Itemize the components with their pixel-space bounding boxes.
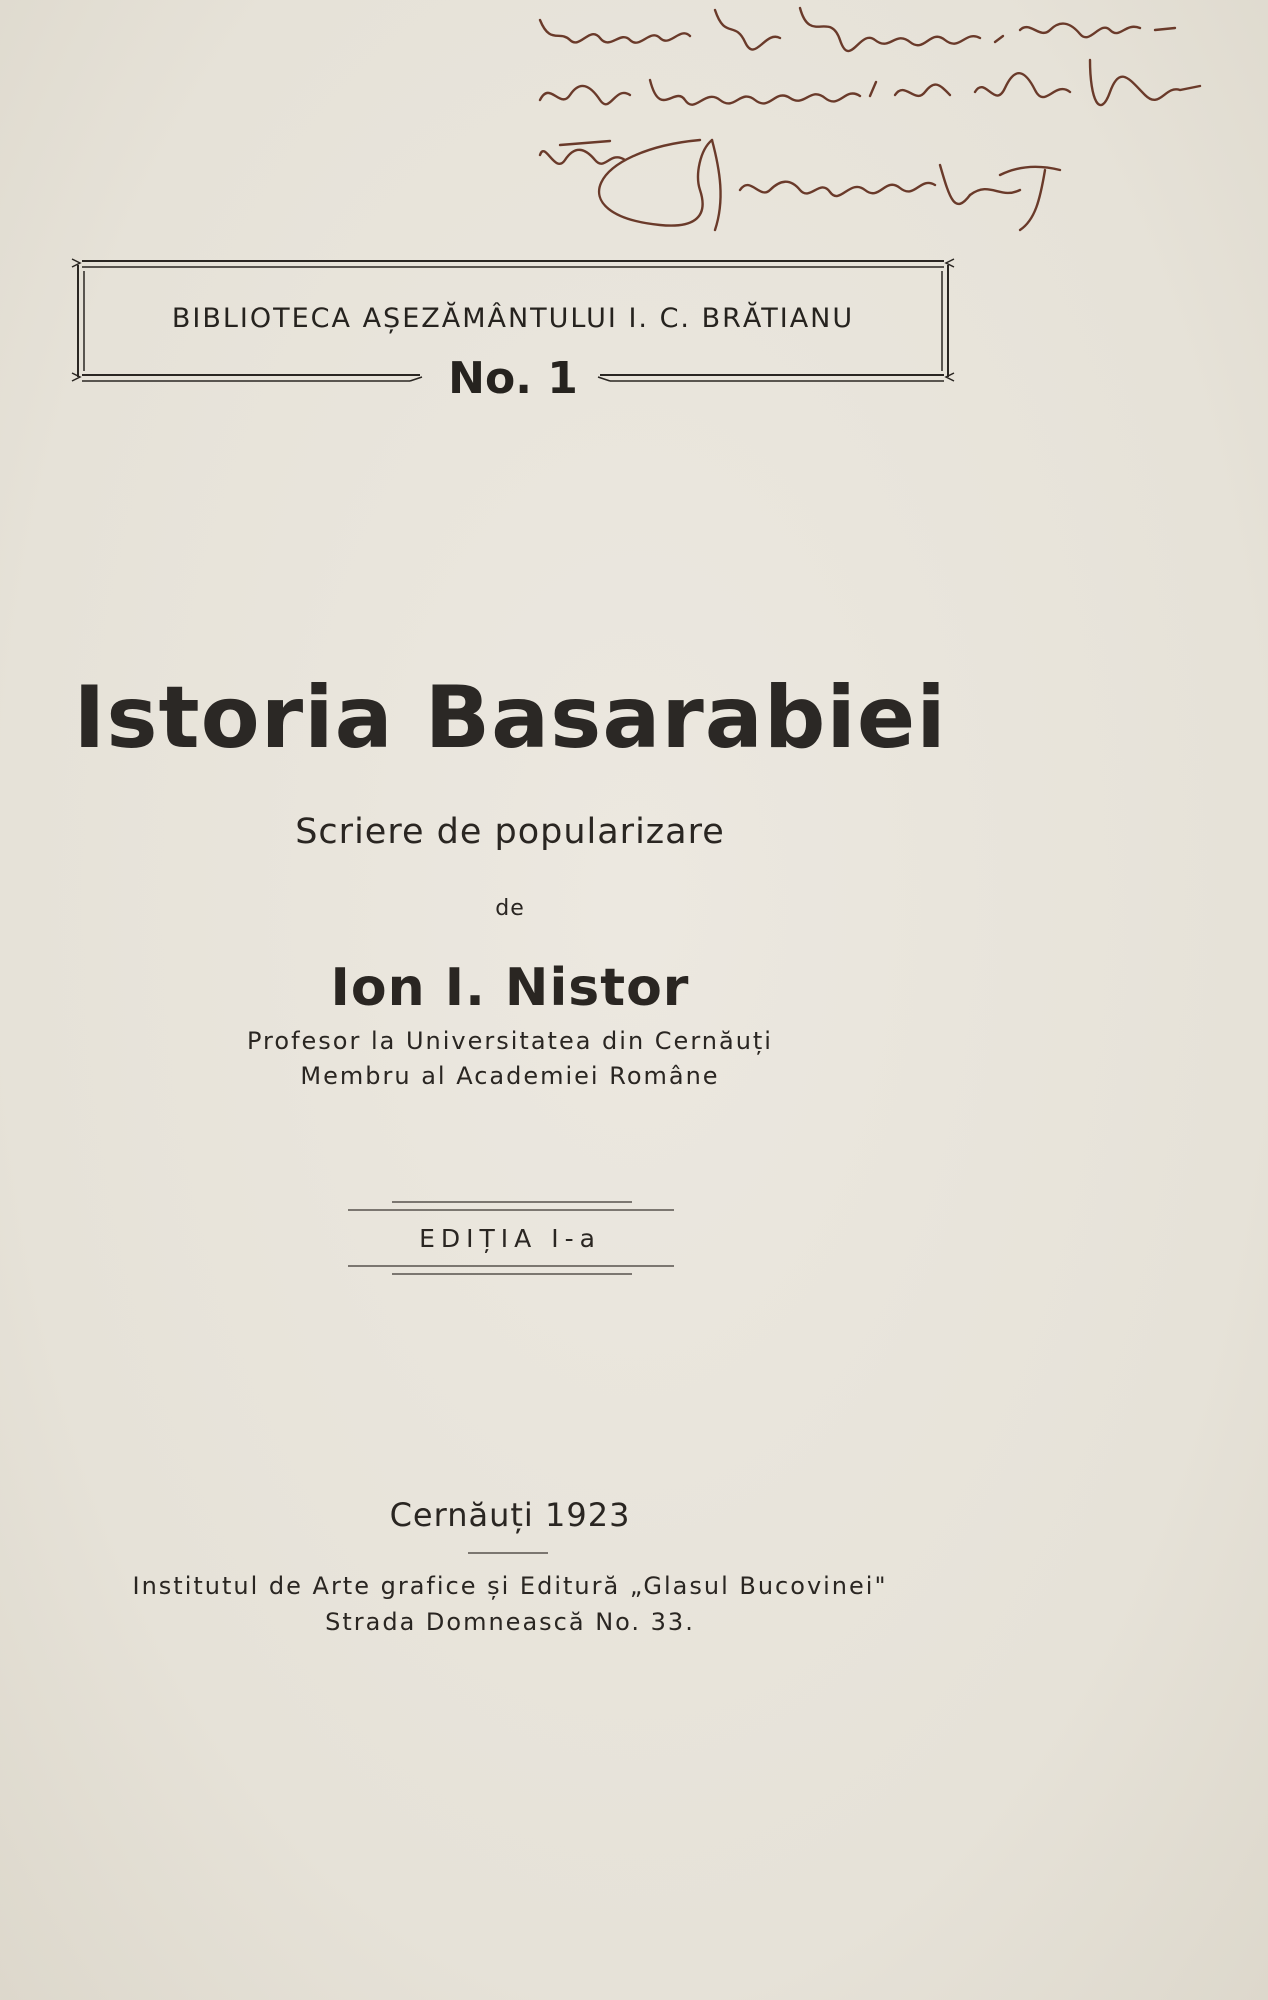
- author-affiliation-1: Profesor la Universitatea din Cernăuți: [247, 1027, 773, 1055]
- author-name: Ion I. Nistor: [330, 958, 690, 1018]
- book-subtitle: Scriere de popularizare: [295, 812, 725, 852]
- edition-label: EDIȚIA I-a: [419, 1224, 601, 1253]
- place-year: Cernăuți 1923: [389, 1496, 631, 1534]
- series-number: No. 1: [448, 353, 578, 404]
- series-box: [70, 255, 956, 404]
- printer-name: Institutul de Arte grafice și Editură „Glasul Bucovinei": [132, 1572, 888, 1600]
- printer-address: Strada Domnească No. 33.: [325, 1608, 695, 1636]
- author-affiliation-2: Membru al Academiei Române: [300, 1062, 720, 1090]
- imprint-divider: [468, 1551, 548, 1555]
- by-line: de: [495, 896, 525, 921]
- book-title: Istoria Basarabiei: [73, 668, 947, 768]
- handwritten-dedication: [500, 0, 1268, 260]
- series-title: BIBLIOTECA AȘEZĂMÂNTULUI I. C. BRĂTIANU: [171, 303, 855, 334]
